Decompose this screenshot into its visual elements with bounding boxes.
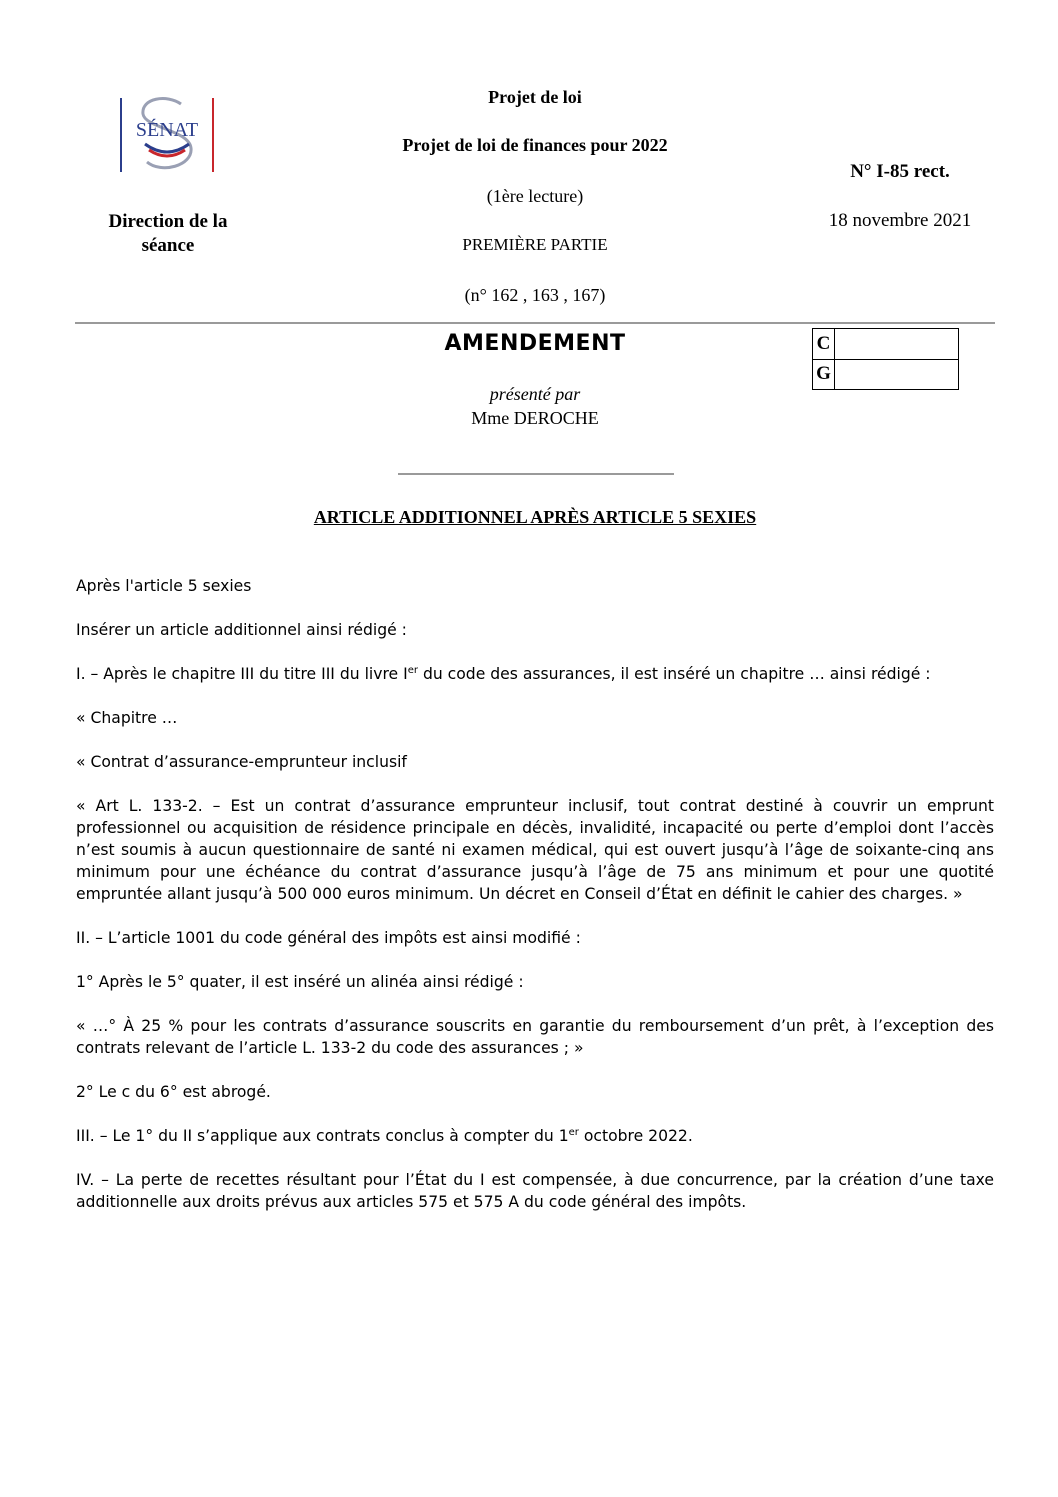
status-letter-c: C [813, 329, 835, 359]
status-row-c [813, 329, 958, 360]
part-label: PREMIÈRE PARTIE [462, 235, 608, 254]
status-box [812, 328, 959, 390]
amendment-number: N° I-85 rect. [850, 161, 950, 182]
paragraph: Après l'article 5 sexies [76, 577, 252, 595]
paragraph: Insérer un article additionnel ainsi rédigé : [76, 621, 407, 639]
header-divider [75, 322, 995, 324]
amendment-date: 18 novembre 2021 [828, 210, 972, 231]
paragraph: « Contrat d’assurance-emprunteur inclusif [76, 753, 407, 771]
status-row-g [813, 359, 958, 389]
paragraph: III. – Le 1° du II s’applique aux contrats conclus à compter du 1er octobre 2022. [76, 1126, 693, 1145]
direction-label: Direction de la séance [108, 211, 228, 256]
senat-logo [119, 96, 215, 174]
presented-by-label: présenté par [489, 384, 581, 404]
amendment-body [76, 575, 994, 1235]
paragraph: II. – L’article 1001 du code général des impôts est ainsi modifié : [76, 929, 581, 947]
article-title: ARTICLE ADDITIONNEL APRÈS ARTICLE 5 SEXIES [313, 507, 757, 527]
paragraph: « Chapitre … [76, 709, 178, 727]
paragraph: « Art L. 133-2. – Est un contrat d’assurance emprunteur inclusif, tout contrat destiné à couvrir un emprunt professionnel ou acquisition de résidence principale en décès, invalidité, incapacité ou perte d’emploi dont l’accès n’est soumis à aucun questionnaire de santé ni examen médical, qui est ouvert jusqu’à l’âge de soixante-cinq ans minimum pour une échéance du contrat d’assurance jusqu’à l’âge de 75 ans minimum et pour une quotité empruntée allant jusqu’à 500 000 euros minimum. Un décret en Conseil d’État en définit le cahier des charges. » [76, 797, 994, 903]
paragraph: I. – Après le chapitre III du titre III du livre Ier du code des assurances, il est inséré un chapitre … ainsi rédigé : [76, 664, 931, 683]
document-type: Projet de loi [488, 87, 582, 107]
status-letter-g: G [813, 359, 835, 389]
amendment-heading: AMENDEMENT [444, 331, 626, 356]
paragraph: 2° Le c du 6° est abrogé. [76, 1083, 271, 1101]
section-divider [398, 473, 674, 475]
author-name: Mme DEROCHE [471, 408, 599, 428]
reading-label: (1ère lecture) [486, 186, 584, 206]
logo-text: SÉNAT [135, 119, 199, 141]
paragraph: 1° Après le 5° quater, il est inséré un alinéa ainsi rédigé : [76, 973, 524, 991]
bill-title: Projet de loi de finances pour 2022 [402, 135, 668, 155]
document-numbers: (n° 162 , 163 , 167) [464, 285, 606, 305]
paragraph: IV. – La perte de recettes résultant pour l’État du I est compensée, à due concurrence, par la création d’une taxe additionnelle aux droits prévus aux articles 575 et 575 A du code général des impôts. [76, 1171, 994, 1211]
paragraph: « …° À 25 % pour les contrats d’assurance souscrits en garantie du remboursement d’un prêt, à l’exception des contrats relevant de l’article L. 133-2 du code des assurances ; » [76, 1017, 994, 1057]
